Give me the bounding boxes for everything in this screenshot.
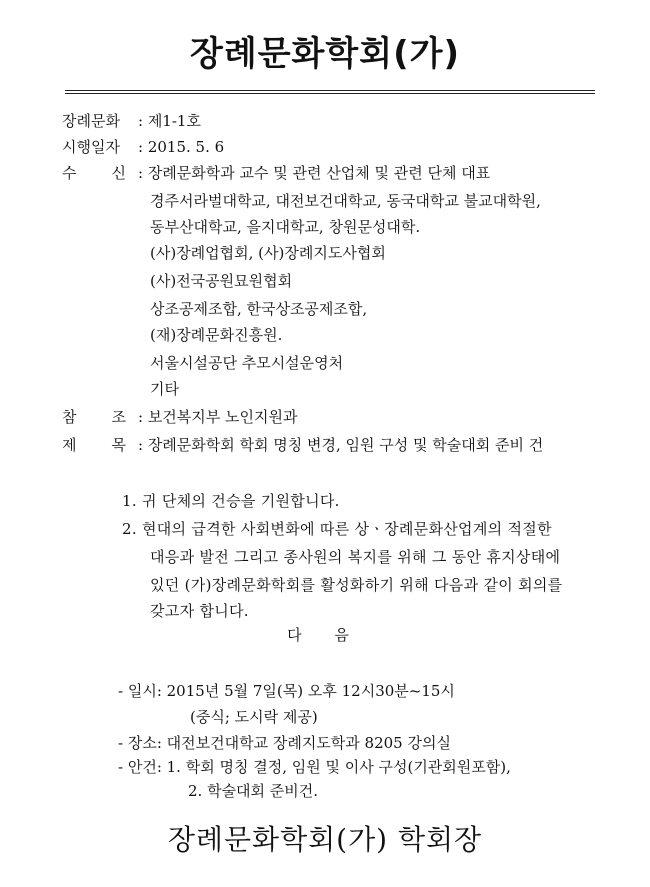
date-value: : 2015. 5. 6 bbox=[138, 138, 225, 156]
recipient-row bbox=[62, 162, 490, 183]
date-row bbox=[62, 136, 224, 157]
subject-value: : 장례문화학회 학회 명칭 변경, 임원 구성 및 학술대회 준비 건 bbox=[138, 436, 544, 454]
recipient-line: (사)전국공원묘원협회 bbox=[150, 272, 293, 290]
recipient-value: : 장례문화학과 교수 및 관련 산업체 및 관련 단체 대표 bbox=[138, 164, 491, 182]
separator-rule bbox=[65, 90, 595, 94]
reference-label-a: 참 bbox=[62, 408, 77, 426]
subject-label-a: 제 bbox=[62, 436, 77, 454]
body-paragraph-2-line-4: 갖고자 합니다. bbox=[150, 602, 249, 620]
body-paragraph-2-line-3: 있던 (가)장례문화학회를 활성화하기 위해 다음과 같이 회의를 bbox=[150, 576, 563, 594]
meeting-place: - 장소: 대전보건대학교 장례지도학과 8205 강의실 bbox=[118, 734, 451, 752]
recipient-line: (사)장례업협회, (사)장례지도사협회 bbox=[150, 244, 386, 262]
recipient-line: 경주서라벌대학교, 대전보건대학교, 동국대학교 불교대학원, bbox=[150, 192, 541, 210]
doc-number-label: 장례문화 bbox=[62, 112, 120, 130]
subject-row bbox=[62, 434, 543, 455]
meeting-agenda-2: 2. 학술대회 준비건. bbox=[188, 782, 319, 800]
reference-row bbox=[62, 406, 298, 427]
body-paragraph-1: 1. 귀 단체의 건승을 기원합니다. bbox=[122, 492, 340, 510]
meeting-date: - 일시: 2015년 5월 7일(목) 오후 12시30분~15시 bbox=[118, 682, 455, 700]
reference-label-b: 조 bbox=[111, 408, 126, 426]
recipient-line: 기타 bbox=[150, 380, 179, 398]
doc-number-value: : 제1-1호 bbox=[138, 112, 201, 130]
meeting-agenda-1: - 안건: 1. 학회 명칭 결정, 임원 및 이사 구성(기관회원포함), bbox=[118, 758, 511, 776]
date-label: 시행일자 bbox=[62, 138, 120, 156]
reference-value: : 보건복지부 노인지원과 bbox=[138, 408, 298, 426]
doc-number-row bbox=[62, 110, 201, 131]
details-heading: 다 음 bbox=[287, 626, 363, 644]
recipient-line: 서울시설공단 추모시설운영처 bbox=[150, 354, 344, 372]
signature: 장례문화학회(가) 학회장 bbox=[167, 823, 483, 856]
recipient-line: 동부산대학교, 을지대학교, 창원문성대학. bbox=[150, 218, 421, 236]
body-paragraph-2-line-1: 2. 현대의 급격한 사회변화에 따른 상ㆍ장례문화산업계의 적절한 bbox=[122, 520, 552, 538]
subject-label-b: 목 bbox=[111, 436, 126, 454]
recipient-label-b: 신 bbox=[111, 164, 126, 182]
recipient-line: (재)장례문화진흥원. bbox=[150, 326, 283, 344]
document-title: 장례문화학회(가) bbox=[190, 34, 460, 74]
recipient-label-a: 수 bbox=[62, 164, 77, 182]
body-paragraph-2-line-2: 대응과 발전 그리고 종사원의 복지를 위해 그 동안 휴지상태에 bbox=[150, 548, 561, 566]
recipient-line: 상조공제조합, 한국상조공제조합, bbox=[150, 300, 368, 318]
meeting-date-note: (중식; 도시락 제공) bbox=[190, 708, 318, 726]
